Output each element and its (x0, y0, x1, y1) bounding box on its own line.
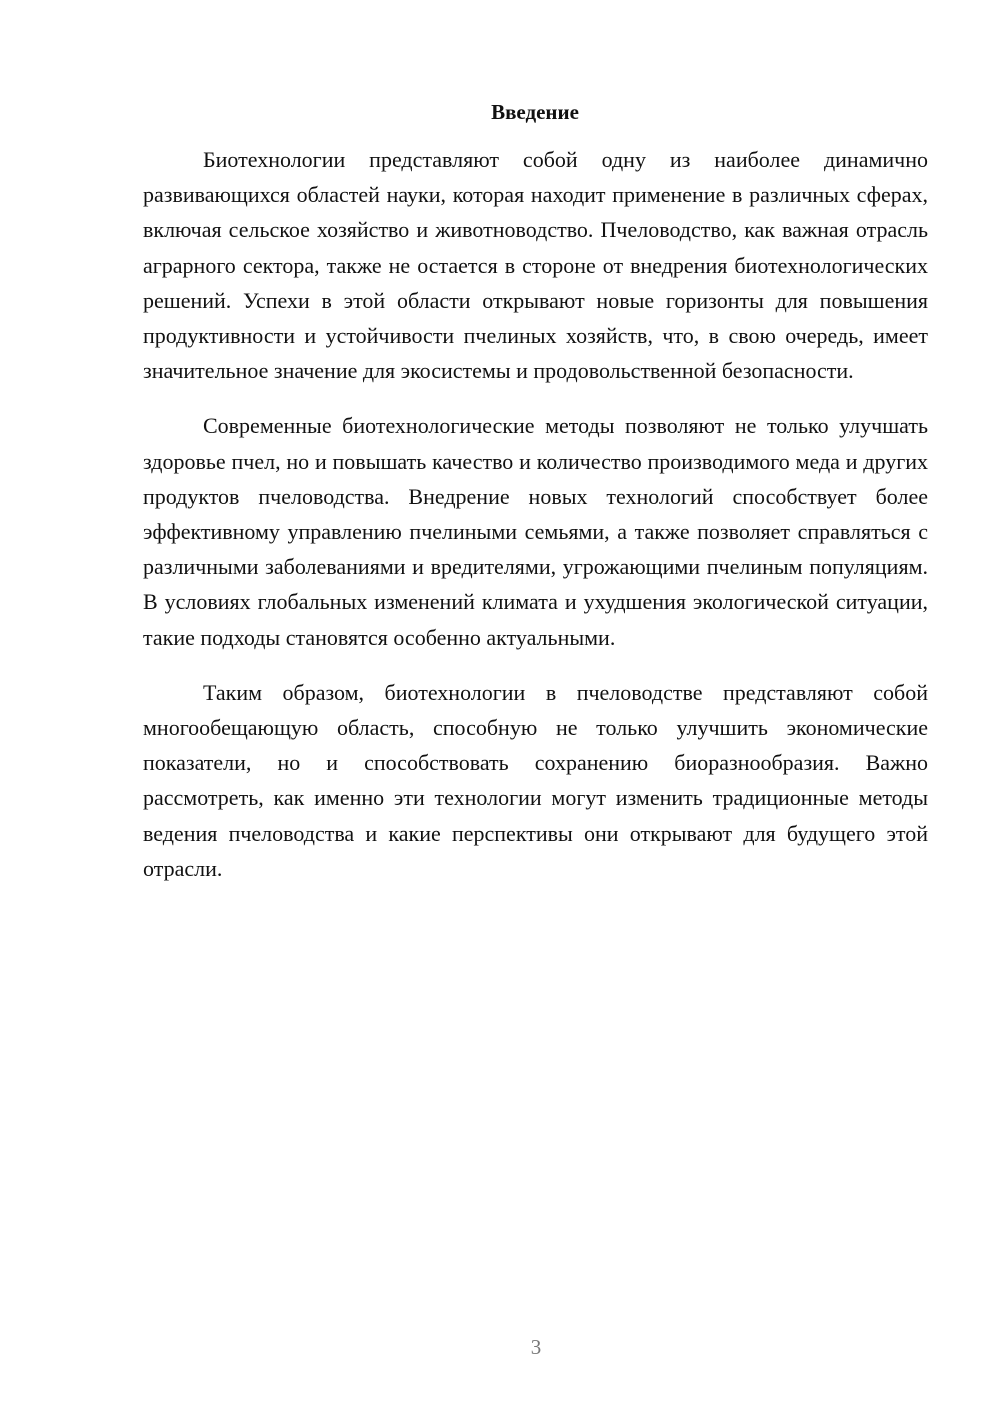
section-heading: Введение (491, 100, 579, 124)
body-text (143, 142, 928, 886)
paragraph-1: Биотехнологии представляют собой одну из наиболее динамично развивающихся областей науки, которая находит применение в различных сферах, включая сельское хозяйство и животноводство. Пчеловодство, как важная отрасль аграрного сектора, также не остается в стороне от внедрения биотехнологических решений. Успехи в этой области открывают новые горизонты для повышения продуктивности и устойчивости пчелиных хозяйств, что, в свою очередь, имеет значительное значение для экосистемы и продовольственной безопасности. (143, 147, 928, 384)
page-number: 3 (530, 1335, 542, 1359)
paragraph-3: Таким образом, биотехнологии в пчеловодстве представляют собой многообещающую область, способную не только улучшить экономические показатели, но и способствовать сохранению биоразнообразия. Важно рассмотреть, как именно эти технологии могут изменить традиционные методы ведения пчеловодства и какие перспективы они открывают для будущего этой отрасли. (143, 679, 928, 881)
paragraph-2: Современные биотехнологические методы позволяют не только улучшать здоровье пчел, но и повышать качество и количество производимого меда и других продуктов пчеловодства. Внедрение новых технологий способствует более эффективному управлению пчелиными семьями, а также позволяет справляться с различными заболеваниями и вредителями, угрожающими пчелиным популяциям. В условиях глобальных изменений климата и ухудшения экологической ситуации, такие подходы становятся особенно актуальными. (143, 413, 928, 650)
